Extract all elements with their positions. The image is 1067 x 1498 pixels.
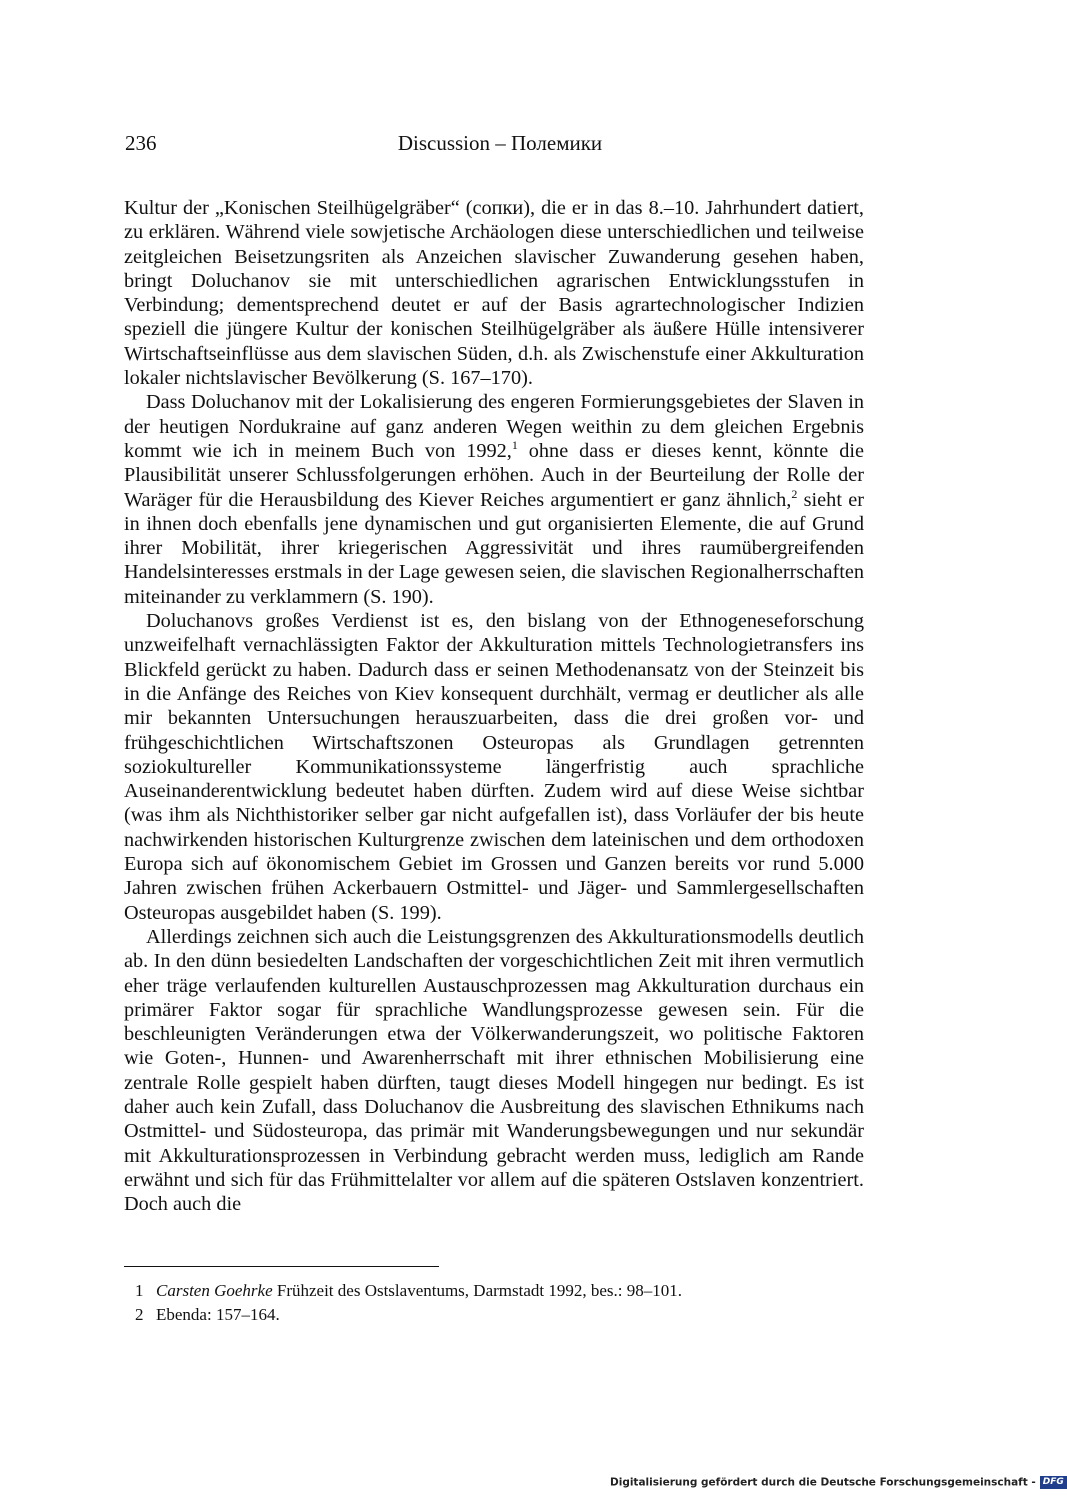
footnote-text: Frühzeit des Ostslaventums, Darmstadt 1992, bes.: 98–101. <box>272 1281 682 1300</box>
paragraph-2-text-a: Dass Doluchanov mit der Lokalisierung des engeren Formierungsgebietes der Slaven in der heutigen Nordukraine auf ganz anderen Wegen weithin zu dem gleichen Ergebnis kommt wie ich in meinem Buch von 1992, <box>124 391 864 462</box>
footnote-2 <box>124 1303 864 1327</box>
digitization-credit <box>610 1476 1067 1489</box>
footnote-number: 2 <box>135 1305 144 1324</box>
footnote-author: Carsten Goehrke <box>156 1281 273 1300</box>
footnotes <box>124 1279 864 1327</box>
paragraph-1: Kultur der „Konischen Steilhügelgräber“ (сопки), die er in das 8.–10. Jahrhundert datiert, zu erklären. Während viele sowjetische Archäologen diese unterschiedlichen und teilweise zeitgleichen Beisetzungsriten als Anzeichen slavischer Zuwanderung gesehen haben, bringt Doluchanov sie mit unterschiedlichen agrarischen Entwicklungsstufen in Verbindung; dementsprechend deutet er auf der Basis agrartechnologischer Indizien speziell die jüngere Kultur der konischen Steilhügelgräber als äußere Hülle intensiverer Wirtschaftseinflüsse aus dem slavischen Süden, d.h. als Zwischenstufe einer Akkulturation lokaler nichtslavischer Bevölkerung (S. 167–170). <box>124 197 864 390</box>
paragraph-4: Allerdings zeichnen sich auch die Leistungsgrenzen des Akkulturationsmodells deutlich ab. In den dünn besiedelten Landschaften der vorgeschichtlichen Zeit mit ihren vermutlich eher träge verlaufenden kulturellen Austauschprozessen mag Akkulturation durchaus ein primärer Faktor sogar für sprachliche Wandlungsprozesse gewesen sein. Für die beschleunigten Veränderungen etwa der Völkerwanderungszeit, wo politische Faktoren wie Goten-, Hunnen- und Awarenherrschaft mit ihrer ethnischen Mobilisierung eine zentrale Rolle gespielt haben dürften, taugt dieses Modell hingegen nur bedingt. Es ist daher auch kein Zufall, dass Doluchanov die Ausbreitung des slavischen Ethnikums nach Ostmittel- und Südosteuropa, das primär mit Wanderungsbewegungen und nur sekundär mit Akkulturationsprozessen in Verbindung gebracht werden muss, lediglich am Rande erwähnt und sich für das Frühmittelalter vor allem auf die späteren Ostslaven konzentriert. Doch auch die <box>124 925 864 1216</box>
paragraph-2-text-b: ohne dass er dieses kennt, könnte die Plausibilität unserer Schlussfolgerungen erhöhen. Auch in der Beurteilung der Rolle der Waräger für die Herausbildung des Kiever Reiches argumentiert er ganz ähnlich, <box>124 439 864 511</box>
footnote-ref-1[interactable]: 1 <box>511 438 518 453</box>
page-number: 236 <box>125 131 157 155</box>
paragraph-2-text-c: sieht er in ihnen doch ebenfalls jene dynamischen und gut organisierten Elemente, die auf Grund ihrer Mobilität, ihrer kriegerischen Aggressivität und ihres raumübergreifenden Handelsinteresses erstmals in der Lage gewesen seien, die slavischen Regionalherrschaften miteinander zu verklammern (S. 190). <box>124 488 864 608</box>
footnote-number: 1 <box>135 1281 144 1300</box>
paragraph-2 <box>124 390 864 609</box>
footnote-text: Ebenda: 157–164. <box>156 1305 280 1324</box>
dfg-logo-icon: DFG <box>1040 1476 1067 1489</box>
footnote-divider <box>124 1266 439 1267</box>
footnote-1 <box>124 1279 864 1303</box>
body-text <box>124 196 864 1216</box>
page-header <box>0 131 1000 161</box>
paragraph-3: Doluchanovs großes Verdienst ist es, den bislang von der Ethnogeneseforschung unzweifelhaft vernachlässigten Faktor der Akkulturation mittels Technologietransfers ins Blickfeld gerückt zu haben. Dadurch dass er seinen Methodenansatz von der Steinzeit bis in die Anfänge des Reiches von Kiev konsequent durchhält, vermag er deutlicher als alle mir bekannten Untersuchungen herauszuarbeiten, dass die drei großen vor- und frühgeschichtlichen Wirtschaftszonen Osteuropas als Grundlagen getrennten soziokultureller Kommunikationssysteme längerfristig auch sprachliche Auseinanderentwicklung bedeutet haben dürften. Zudem wird auf diese Weise sichtbar (was ihm als Nichthistoriker selber gar nicht aufgefallen ist), dass Vorläufer der bis heute nachwirkenden historischen Kulturgrenze zwischen dem lateinischen und dem orthodoxen Europa sich auf ökonomischem Gebiet im Grossen und Ganzen bereits vor rund 5.000 Jahren zwischen frühen Ackerbauern Ostmittel- und Jäger- und Sammlergesellschaften Osteuropas ausgebildet haben (S. 199). <box>124 610 864 924</box>
footnote-ref-2[interactable]: 2 <box>791 486 798 501</box>
running-title: Discussion – Полемики <box>397 131 603 155</box>
credit-text: Digitalisierung gefördert durch die Deutsche Forschungsgemeinschaft - <box>610 1476 1036 1489</box>
